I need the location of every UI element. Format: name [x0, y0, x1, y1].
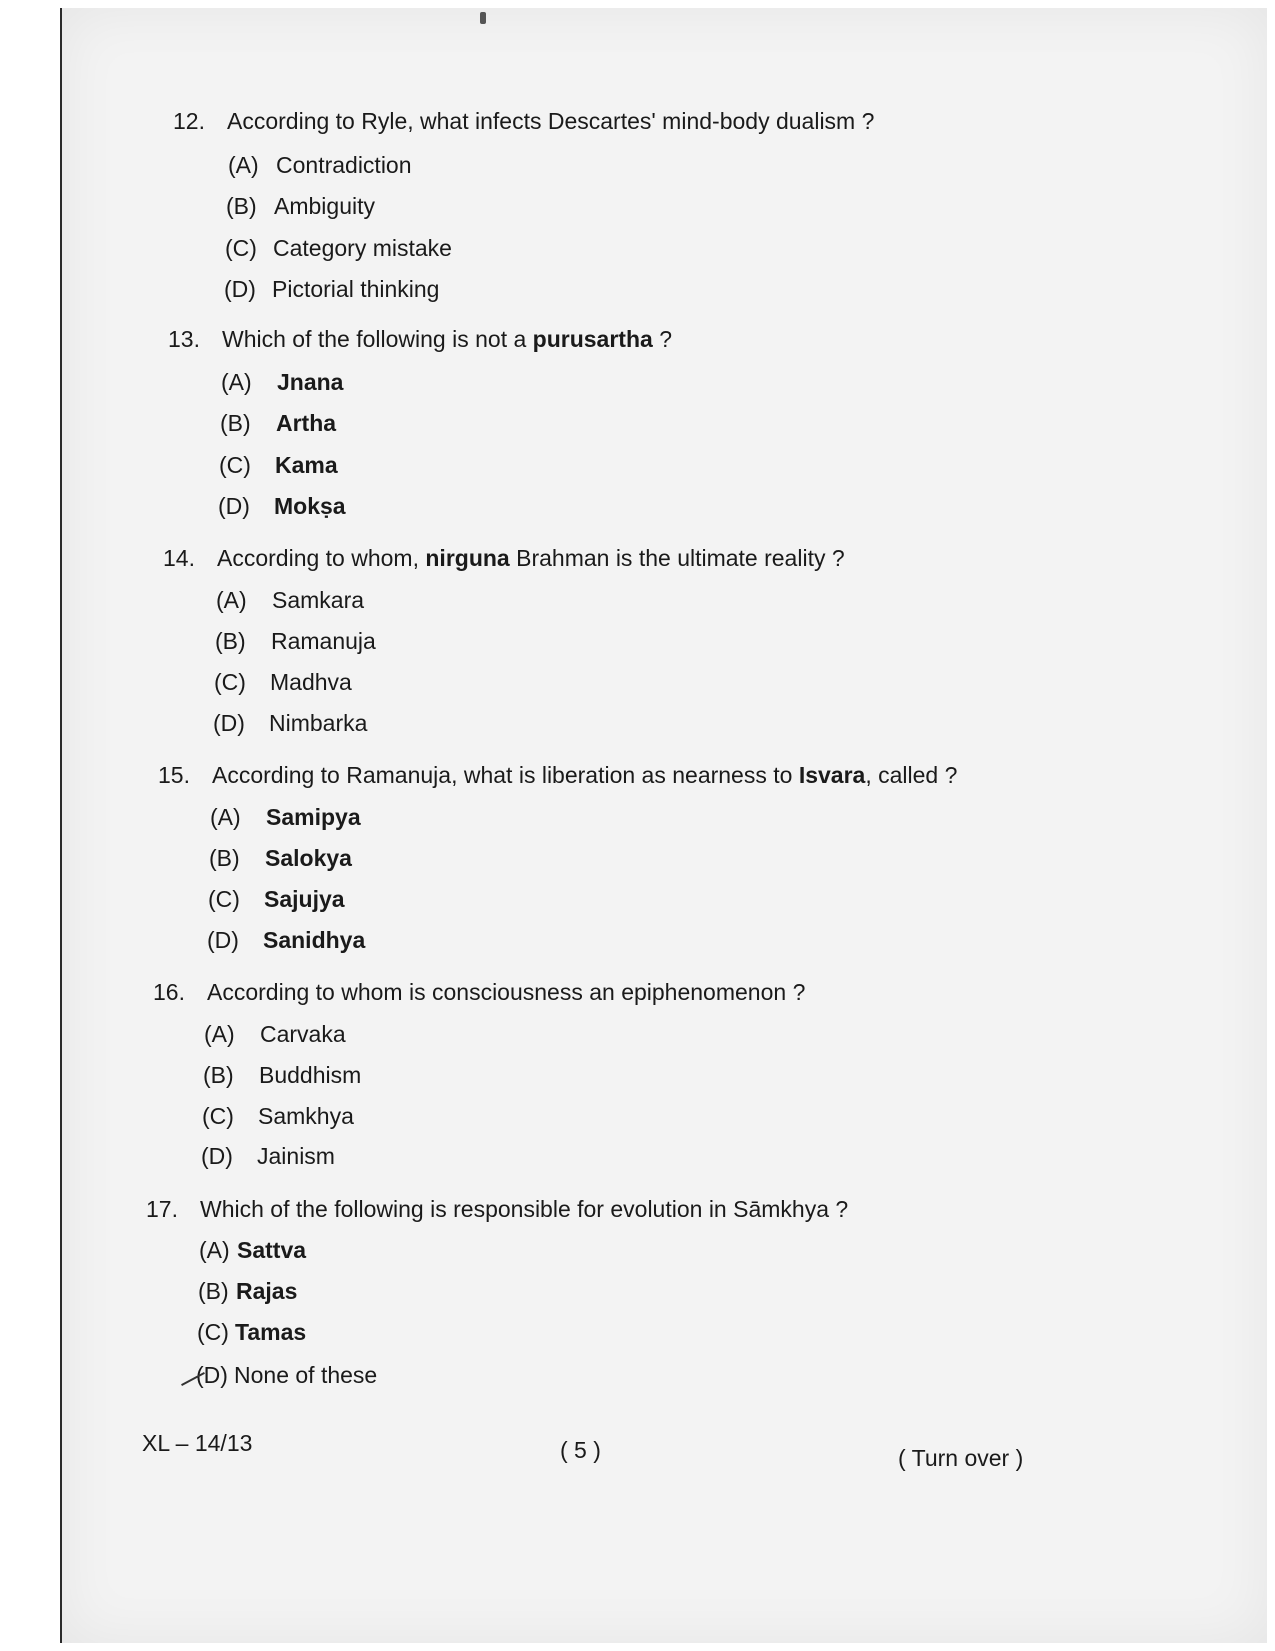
option-b: (B) Buddhism [203, 1062, 362, 1088]
option-a: (A) Sattva [199, 1237, 307, 1263]
question-text: According to Ryle, what infects Descartes' mind-body dualism ? [227, 108, 875, 134]
question-number: 15. [158, 762, 190, 788]
question-text: Which of the following is responsible for evolution in Sāmkhya ? [200, 1196, 849, 1222]
ink-smudge [480, 12, 486, 24]
option-b: (B) Salokya [209, 845, 352, 871]
option-c: (C) Samkhya [202, 1103, 354, 1129]
question-text: Which of the following is not a purusartha ? [222, 326, 672, 352]
option-c: (C) Category mistake [225, 235, 452, 261]
option-b: (B) Rajas [198, 1278, 298, 1304]
option-a: (A) Carvaka [204, 1021, 346, 1047]
option-a: (A) Samipya [210, 804, 361, 830]
option-d: (D) Mokṣa [218, 493, 346, 519]
option-c: (C) Kama [219, 452, 338, 478]
page-number: ( 5 ) [560, 1437, 601, 1463]
option-b: (B) Artha [220, 410, 337, 436]
option-d: (D) None of these [196, 1362, 378, 1388]
paper-code: XL – 14/13 [142, 1430, 253, 1456]
option-d: (D) Nimbarka [213, 710, 368, 736]
turn-over: ( Turn over ) [898, 1445, 1024, 1471]
option-c: (C) Madhva [214, 669, 352, 695]
question-number: 16. [153, 979, 185, 1005]
option-b: (B) Ambiguity [226, 193, 375, 219]
option-a: (A) Contradiction [228, 152, 412, 178]
option-d: (D) Sanidhya [207, 927, 366, 953]
question-number: 14. [163, 545, 195, 571]
option-b: (B) Ramanuja [215, 628, 376, 654]
question-text: According to whom is consciousness an epiphenomenon ? [207, 979, 806, 1005]
question-number: 12. [173, 108, 205, 134]
question-number: 17. [146, 1196, 178, 1222]
option-d: (D) Jainism [201, 1143, 335, 1169]
question-text: According to Ramanuja, what is liberation as nearness to Isvara, called ? [212, 762, 958, 788]
option-a: (A) Samkara [216, 587, 365, 613]
option-c: (C) Sajujya [208, 886, 345, 912]
question-text: According to whom, nirguna Brahman is the ultimate reality ? [217, 545, 845, 571]
question-number: 13. [168, 326, 200, 352]
option-d: (D) Pictorial thinking [224, 276, 440, 302]
option-c: (C) Tamas [197, 1319, 307, 1345]
option-a: (A) Jnana [221, 369, 344, 395]
